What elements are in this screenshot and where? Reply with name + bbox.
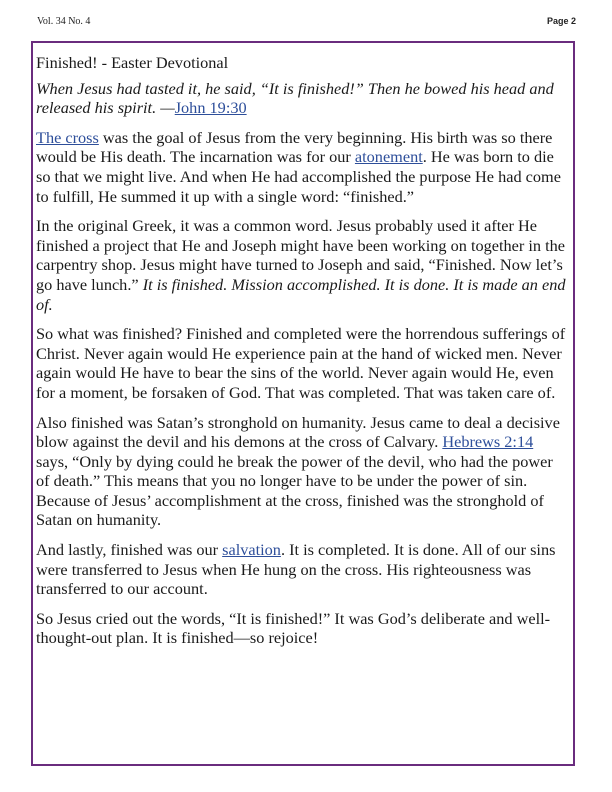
salvation-link[interactable]: salvation — [222, 540, 281, 560]
volume-label: Vol. 34 No. 4 — [37, 16, 91, 27]
paragraph-3: So what was finished? Finished and completed were the horrendous sufferings of Christ. Never again would He experience pain at the hand of wicked men. Never again would He have to bear the sins of the world. Never again would He, even for a moment, be forsaken of God. That was completed. That was taken care of. — [36, 324, 566, 402]
paragraph-6: So Jesus cried out the words, “It is finished!” It was God’s deliberate and well-thought-out plan. It is finished—so rejoice! — [36, 608, 551, 648]
article — [36, 53, 568, 658]
paragraph-5 — [36, 540, 568, 599]
paragraph-2-text: In the original Greek, it was a common word. Jesus probably used it after He finished a project that He and Joseph might have been working on together in the carpentry shop. Jesus might have turned to Joseph and said, “Finished. Now let’s go have lunch.” — [36, 216, 565, 294]
paragraph-1-text-a: was the goal of Jesus from the very beginning. His birth was so there would be His death. The incarnation was for our — [36, 127, 553, 167]
paragraph-5-text-b: . It is completed. It is done. All of our sins were transferred to Jesus when He hung on the cross. His righteousness was transferred to our account. — [36, 540, 556, 599]
atonement-link[interactable]: atonement — [354, 147, 423, 167]
paragraph-5-text-a: And lastly, finished was our — [36, 540, 223, 560]
paragraph-2 — [36, 216, 568, 314]
paragraph-4-text-b: says, “Only by dying could he break the power of the devil, who had the power of death.” This means that you no longer have to be under the power of sin. Because of Jesus’ accomplishment at the cross, finished was the stronghold of Satan on humanity. — [36, 451, 553, 530]
paragraph-4-text-a: Also finished was Satan’s stronghold on humanity. Jesus came to deal a decisive blow against the devil and his demons at the cross of Calvary. — [36, 412, 560, 452]
article-title: Finished! - Easter Devotional — [36, 53, 229, 72]
hebrews-link[interactable]: Hebrews 2:14 — [442, 432, 534, 452]
page-number: Page 2 — [546, 16, 576, 26]
paragraph-2-italic: It is finished. Mission accomplished. It is done. It is made an end of. — [36, 274, 566, 314]
verse-reference-link[interactable]: John 19:30 — [174, 98, 247, 118]
paragraph-1 — [36, 128, 568, 206]
paragraph-4 — [36, 413, 568, 531]
scripture-verse — [36, 79, 568, 118]
cross-link[interactable]: The cross — [36, 127, 99, 147]
verse-text: When Jesus had tasted it, he said, “It is finished!” Then he bowed his head and released his spirit. — — [36, 78, 554, 118]
paragraph-1-text-b: . He was born to die so that we might live. And when He had accomplished the purpose He had come to fulfill, He summed it up with a single word: “finished.” — [36, 147, 561, 206]
